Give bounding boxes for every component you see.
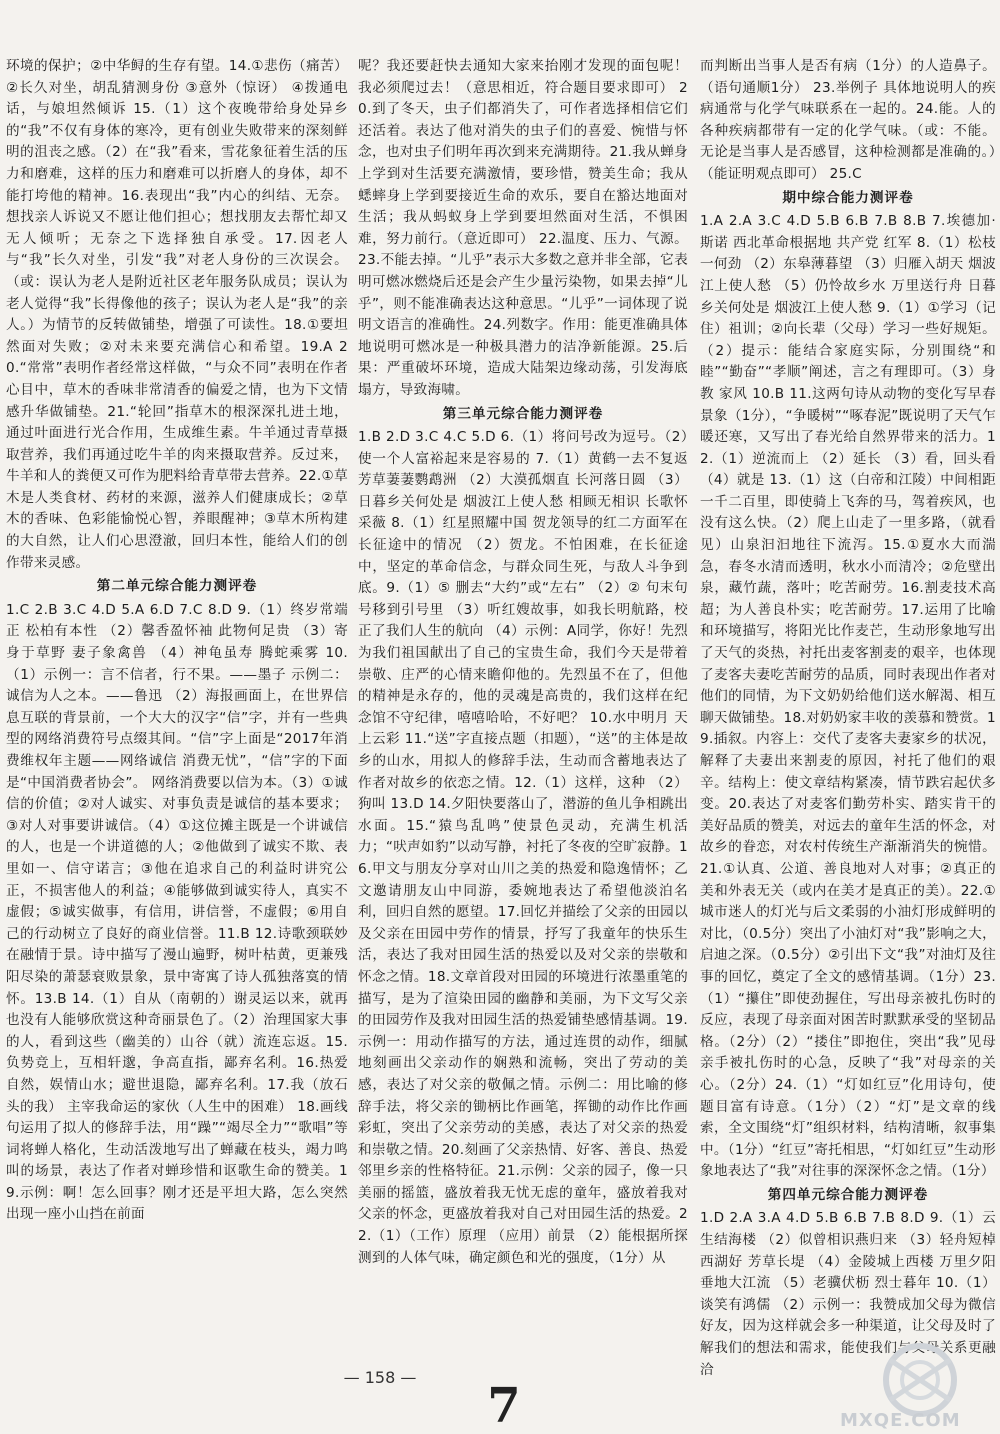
answer-paragraph: 1.D 2.A 3.A 4.D 5.B 6.B 7.B 8.D 9.（1）云生结海楼 （2）似曾相识燕归来 （3）轻舟短棹西湖好 芳草长堤 （4）金陵城上西楼 万里夕阳垂地大江流 （5）老骥伏枥 烈士暮年 10.（1）谈笑有鸿儒 （2）示例一：我赞成加父母为微信好友，因为这样就会多一种渠道，让父母及时了解我们的想法和需求，能使我们与父母关系更融洽 [700, 1210, 996, 1378]
answer-paragraph: 1.B 2.D 3.C 4.C 5.D 6.（1）将问号改为逗号。（2）使一个人富裕起来是容易的 7.（1）黄鹤一去不复返 芳草萋萋鹦鹉洲 （2）大漠孤烟直 长河落日圆 （3）日暮乡关何处是 烟波江上使人愁 相顾无相识 长歌怀采薇 8.（1）红星照耀中国 贺龙领导的红二方面军在长征途中的情况 （2）贺龙。不怕困难，在长征途中，坚定的革命信念，与群众同生死，与敌人斗争到底。9.（1）⑤ 删去“大约”或“左右” （2）② 句末句号移到引号里 （3）听红嫂故事，如我长明航路，校正了我们人生的航向 （4）示例：A同学，你好！先烈为我们祖国献出了自己的宝贵生命，我们今天是带着崇敬、庄严的心情来瞻仰他的。先烈虽不在了，但他的精神是永存的，他的灵魂是高贵的，我们这样在纪念馆不守纪律，嘻嘻哈哈，不好吧？ 10.水中明月 天上云彩 11.“送”字直接点题（扣题），“送”的主体是故乡的山水，用拟人的修辞手法，生动而含蓄地表达了作者对故乡的依恋之情。12.（1）这样，这种 （2）狗叫 13.D 14.夕阳快要落山了，潜游的鱼儿争相跳出水面。15.“猿鸟乱鸣”使景色灵动，充满生机活力；“吠声如豹”以动写静，衬托了冬夜的空旷寂静。16.甲文与朋友分享对山川之美的热爱和隐逸情怀；乙文邀请朋友山中同游，委婉地表达了希望他淡泊名利，回归自然的愿望。17.回忆并描绘了父亲的田园以及父亲在田园中劳作的情景，抒写了我童年的快乐生活，表达了我对田园生活的热爱以及对父亲的崇敬和怀念之情。18.文章首段对田园的环境进行浓墨重笔的描写，是为了渲染田园的幽静和美丽，为下文写父亲的田园劳作及我对田园生活的热爱铺垫感情基调。19.示例一：用动作描写的方法，通过连贯的动作，细腻地刻画出父亲动作的娴熟和流畅，突出了劳动的美感，表达了对父亲的敬佩之情。示例二：用比喻的修辞手法，将父亲的锄柄比作画笔，挥锄的动作比作画彩虹，突出了父亲劳动的美感，表达了对父亲的热爱和崇敬之情。20.刻画了父亲热情、好客、善良、热爱邻里乡亲的性格特征。21.示例：父亲的园子，像一只美丽的摇篮，盛放着我无忧无虑的童年，盛放着我对父亲的怀念，更盛放着我对自己对田园生活的热爱。22.（1）（工作）原理 （应用）前景 （2）能根据所探测到的人体气味，确定颜色和光的强度，（1分）从 [358, 429, 688, 1266]
answer-paragraph: 呢？我还要赶快去通知大家来抬刚才发现的面包呢！我必须爬过去！（意思相近，符合题目要求即可） 20.到了冬天，虫子们都消失了，可作者选择相信它们还活着。表达了他对消失的虫子们的喜爱、惋惜与怀念，也对虫子们明年再次到来充满期待。21.我从蝉身上学到对生活要充满激情，要珍惜，赞美生命；我从蟋蟀身上学到要接近生命的欢乐，要自在豁达地面对生活；我从蚂蚁身上学到要坦然面对生活，不惧困难，努力前行。（意近即可） 22.温度、压力、气源。23.不能去掉。“儿乎”表示大多数之意并非全部，它表明可燃冰燃烧后还是会产生少量污染物，如果去掉“儿乎”，则不能准确表达这种意思。“儿乎”一词体现了说明文语言的准确性。24.列数字。作用：能更准确具体地说明可燃冰是一种极具潜力的洁净新能源。25.后果：严重破坏环境，造成大陆架边缘动荡，引发海底塌方，导致海啸。 [358, 58, 688, 398]
section-title-midterm: 期中综合能力测评卷 [782, 189, 914, 206]
text-column-middle [358, 56, 688, 1269]
page-number: — 158 — [343, 1368, 417, 1387]
answer-paragraph: 1.A 2.A 3.C 4.D 5.B 6.B 7.B 8.B 7.埃德加·斯诺 西北革命根据地 共产党 红军 8.（1）松枝一何劲 （2）东皋薄暮望 （3）归雁入胡天 烟波江上使人愁 （5）仍怜故乡水 万里送行舟 日暮乡关何处是 烟波江上使人愁 9.（1）①学习（记住）祖训；②向长辈（父母）学习一些好规矩。（2）提示：能结合家庭实际，分别围绕“和睦”“勤奋”“孝顺”阐述，言之有理即可。（3）身教 家风 10.B 11.这两句诗从动物的变化写早春景象（1分），“争暖树”“啄春泥”既说明了天气乍暖还寒，又写出了春光给自然界带来的活力。12.（1）逆流而上 （2）延长 （3）看，回头看 （4）就是 13.（1）这（白帝和江陵）中间相距一千二百里，即使骑上飞奔的马，驾着疾风，也没有这么快。（2）爬上山走了一里多路，（就看见）山泉汩汩地往下流泻。15.①夏水大而湍急，春冬水清而透明，秋水小而清冷；②危壁出泉，藏竹蔬，落叶；吃苦耐劳。16.割麦技术高超；为人善良朴实；吃苦耐劳。17.运用了比喻和环境描写，将阳光比作麦芒，生动形象地写出了天气的炎热，衬托出麦客割麦的艰辛，也体现了麦客夫妻吃苦耐劳的品质，同时表现出作者对他们的同情，为下文奶奶给他们送水解渴、相互聊天做铺垫。18.对奶奶家丰收的羡慕和赞赏。19.插叙。内容上：交代了麦客夫妻家乡的状况，解释了夫妻出来割麦的原因，衬托了他们的艰辛。结构上：使文章结构紧凑，情节跌宕起伏多变。20.表达了对麦客们勤劳朴实、踏实肯干的美好品质的赞美，对远去的童年生活的怀念，对故乡的眷恋，对农村传统生产渐渐消失的惋惜。21.①认真、公道、善良地对人对事；②真正的美和外表无关（或内在美才是真正的美）。22.①城市迷人的灯光与后文柔弱的小油灯形成鲜明的对比，（0.5分）突出了小油灯对“我”影响之大，启迪之深。（0.5分）②引出下文“我”对油灯及往事的回忆，奠定了全文的感情基调。（1分）23.（1）“攥住”即使劲握住，写出母亲被扎伤时的反应，表现了母亲面对困苦时默默承受的坚韧品格。（2分）（2）“搂住”即抱住，突出“我”见母亲手被扎伤时的心急，反映了“我”对母亲的关心。（2分）24.（1）“灯如红豆”化用诗句，使题目富有诗意。（1分）（2）“灯”是文章的线索，全文围绕“灯”组织材料，结构清晰，叙事集中。（1分）“红豆”寄托相思，“灯如红豆”生动形象地表达了“我”对往事的深深怀念之情。（1分） [700, 213, 996, 1180]
answer-paragraph: 环境的保护；②中华鲟的生存有望。14.①悲伤（痛苦） ②长久对坐，胡乱猜测身份 ③意外（惊讶） ④拨通电话，与娘坦然倾诉 15.（1）这个夜晚带给身处异乡的“我”不仅有身体的寒冷，更有创业失败带来的深刻鲜明的沮丧之感。（2）在“我”看来，雪花象征着生活的压力和磨难，这样的压力和磨难可以折磨人的身体，却不能打垮他的精神。16.表现出“我”内心的纠结、无奈。想找亲人诉说又不愿让他们担心；想找朋友去帮忙却又无人倾听；无奈之下选择独自承受。17.因老人与“我”长久对坐，引发“我”对老人身份的三次误会。（或：误认为老人是附近社区老年服务队成员；误认为老人觉得“我”长得像他的孩子；误认为老人是“我”的亲人。）为情节的反转做铺垫，增强了可读性。18.①要坦然面对失败；②对未来要充满信心和希望。19.A 20.“常常”表明作者经常这样做，“与众不同”表明在作者心目中，草木的香味非常清香的偏爱之情，也为下文情感升华做铺垫。21.“轮回”指草木的根深深扎进土地，通过叶面进行光合作用，生成维生素。牛羊通过青草摄取营养，我们再通过吃牛羊的肉来摄取营养。反过来，牛羊和人的粪便又可作为肥料给青草带去营养。22.①草木是人类食材、药材的来源，滋养人们健康成长；②草木的香味、色彩能愉悦心智，养眼醒神；③草木所构建的大自然，让人们心思澄澈，回归本性，能给人们的创作带来灵感。 [6, 58, 348, 571]
answer-paragraph: 1.C 2.B 3.C 4.D 5.A 6.D 7.C 8.D 9.（1）终岁常端正 松柏有本性 （2）馨香盈怀袖 此物何足贵 （3）寄身于草野 妻子象禽兽 （4）神龟虽寿 腾蛇乘雾 10.（1）示例一：言不信者，行不果。——墨子 示例二：诚信为人之本。——鲁迅 （2）海报画面上，在世界信息互联的背景前，一个大大的汉字“信”字，并有一些典型的网络消费符号点缀其间。“信”字上面是“2017年消费维权年主题——网络诚信 消费无忧”，“信”字的下面是“中国消费者协会”。 网络消费要以信为本。（3）①诚信的价值；②对人诚实、对事负责是诚信的基本要求；③对人对事要讲诚信。（4）①这位摊主既是一个讲诚信的人，也是一个讲道德的人；②他做到了诚实不欺、表里如一、信守诺言；③他在追求自己的利益时讲究公正，不损害他人的利益；④能够做到诚实待人，真实不虚假；⑤诚实做事，有信用，讲信誉，不虚假；⑥用自己的行动树立了良好的商业信誉。11.B 12.诗歌颈联妙在融情于景。诗中描写了漫山遍野，树叶枯黄，更兼残阳尽染的萧瑟衰败景象，景中寄寓了诗人孤独落寞的情怀。13.B 14.（1）自从（南朝的）谢灵运以来，就再也没有人能够欣赏这种奇丽景色了。（2）治理国家大事的人，看到这些（幽美的）山谷（就）流连忘返。15.负势竞上，互相轩邈，争高直指，鄙弃名利。16.热爱自然，娱情山水；避世退隐，鄙弃名利。17.我（放石头的我） 主宰我命运的家伙（人生中的困难） 18.画线句运用了拟人的修辞手法，用“躁”“竭尽全力”“歌唱”等词将蝉人格化，生动活泼地写出了蝉藏在枝头，竭力鸣叫的场景，表达了作者对蝉珍惜和讴歌生命的赞美。19.示例：啊！怎么回事？刚才还是平坦大路，怎么突然出现一座小山挡在前面 [6, 601, 348, 1223]
section-title-unit-4: 第四单元综合能力测评卷 [767, 1186, 929, 1203]
answer-paragraph: 而判断出当事人是否有病（1分）的人造鼻子。（语句通顺1分） 23.举例子 具体地说明人的疾病通常与化学气味联系在一起的。24.能。人的各种疾病都带有一定的化学气味。（或：不能。无论是当事人是否感冒，这种检测都是准确的。）（能证明观点即可） 25.C [700, 58, 996, 182]
sheet-number: 7 [487, 1378, 521, 1434]
section-title-unit-2: 第二单元综合能力测评卷 [96, 578, 258, 595]
text-column-left [6, 56, 348, 1226]
text-column-right [700, 56, 996, 1381]
watermark-text: MXQE.COM [840, 1410, 961, 1431]
section-title-unit-3: 第三单元综合能力测评卷 [442, 405, 604, 422]
